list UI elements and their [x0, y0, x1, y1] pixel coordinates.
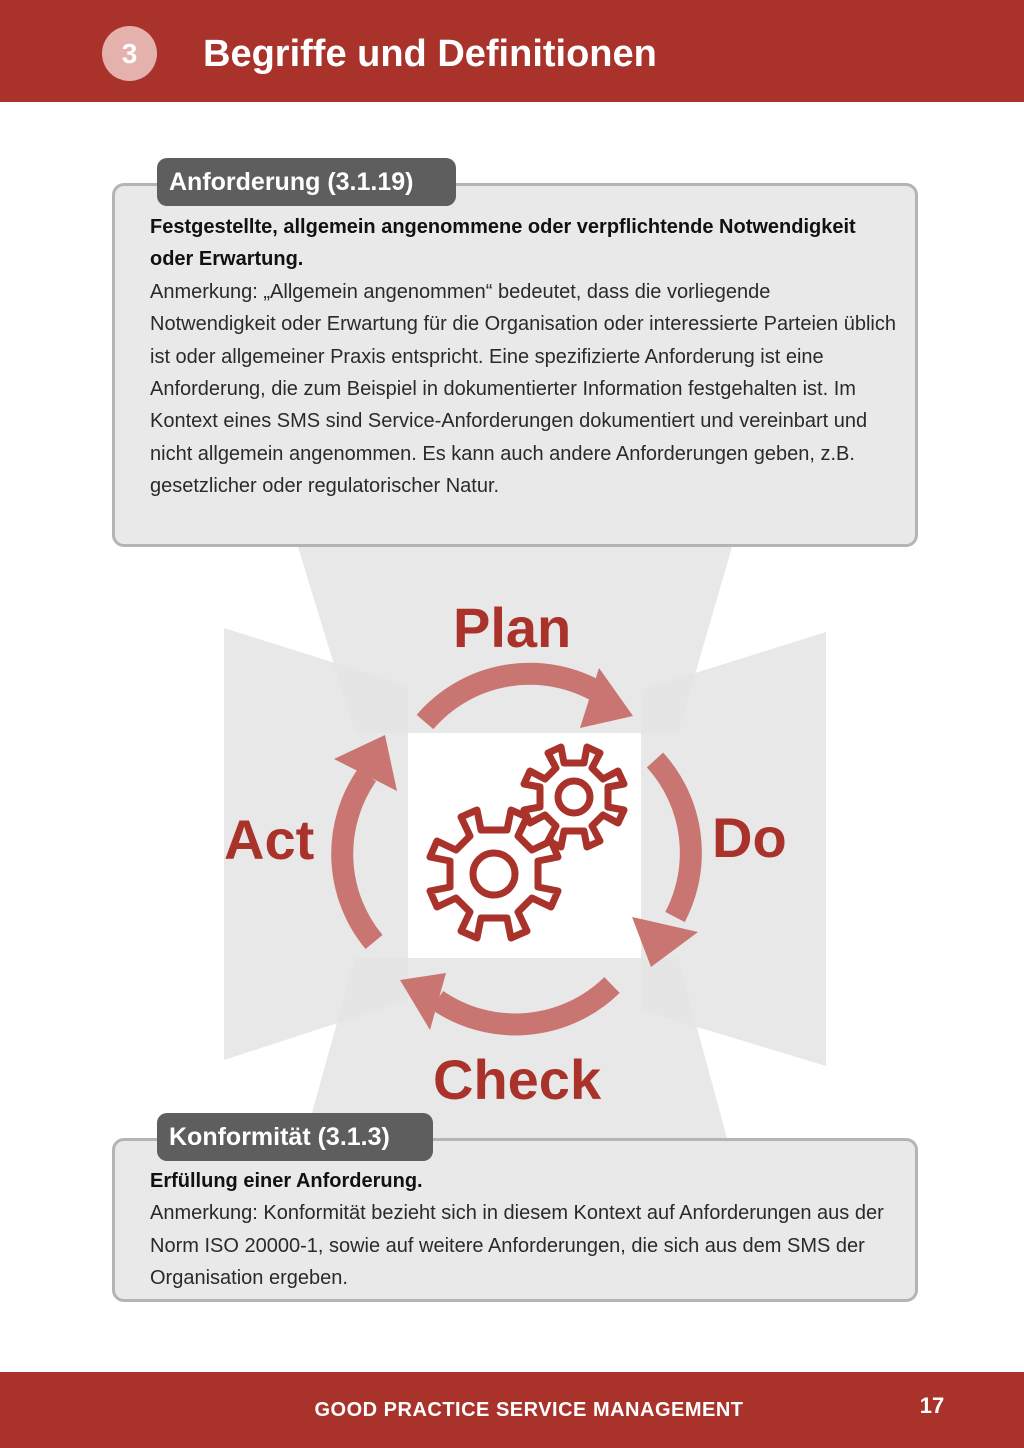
definition-box-konformitaet: [112, 1138, 918, 1302]
definition-heading: Festgestellte, allgemein angenommene oder verpflichtende Notwendigkeit oder Erwartung.: [150, 216, 856, 271]
definition-tab-anforderung: Anforderung (3.1.19): [157, 158, 456, 206]
definition-box-anforderung: [112, 183, 918, 547]
definition-text: [150, 211, 899, 503]
pdca-label-check: Check: [433, 1048, 602, 1111]
definition-note: Anmerkung: „Allgemein angenommen“ bedeutet, dass die vorliegende Notwendigkeit oder Erwartung für die Organisation oder interessierte Parteien üblich ist oder allgemeiner Praxis entspricht. Eine spezifizierte Anforderung ist eine Anforderung, die zum Beispiel in dokumentierter Information festgehalten ist. Im Kontext eines SMS sind Service-Anforderungen dokumentiert und vereinbart und nicht allgemein angenommen. Es kann auch andere Anforderungen geben, z.B. gesetzlicher oder regulatorischer Natur.: [150, 280, 896, 498]
page-title: Begriffe und Definitionen: [203, 33, 657, 75]
definition-note: Anmerkung: Konformität bezieht sich in diesem Kontext auf Anforderungen aus der Norm ISO 20000-1, sowie auf weitere Anforderungen, die sich aus dem SMS der Organisation ergeben.: [150, 1202, 884, 1290]
definition-text: [150, 1165, 899, 1295]
definition-heading: Erfüllung einer Anforderung.: [150, 1170, 423, 1192]
definition-tab-konformitaet: Konformität (3.1.3): [157, 1113, 433, 1161]
section-number-badge: 3: [102, 26, 157, 81]
page-footer: [0, 1372, 1024, 1448]
page-number: 17: [919, 1393, 945, 1418]
pdca-label-do: Do: [712, 806, 787, 869]
pdca-label-act: Act: [224, 808, 315, 871]
footer-title: GOOD PRACTICE SERVICE MANAGEMENT: [314, 1399, 744, 1421]
pdca-label-plan: Plan: [453, 596, 572, 659]
